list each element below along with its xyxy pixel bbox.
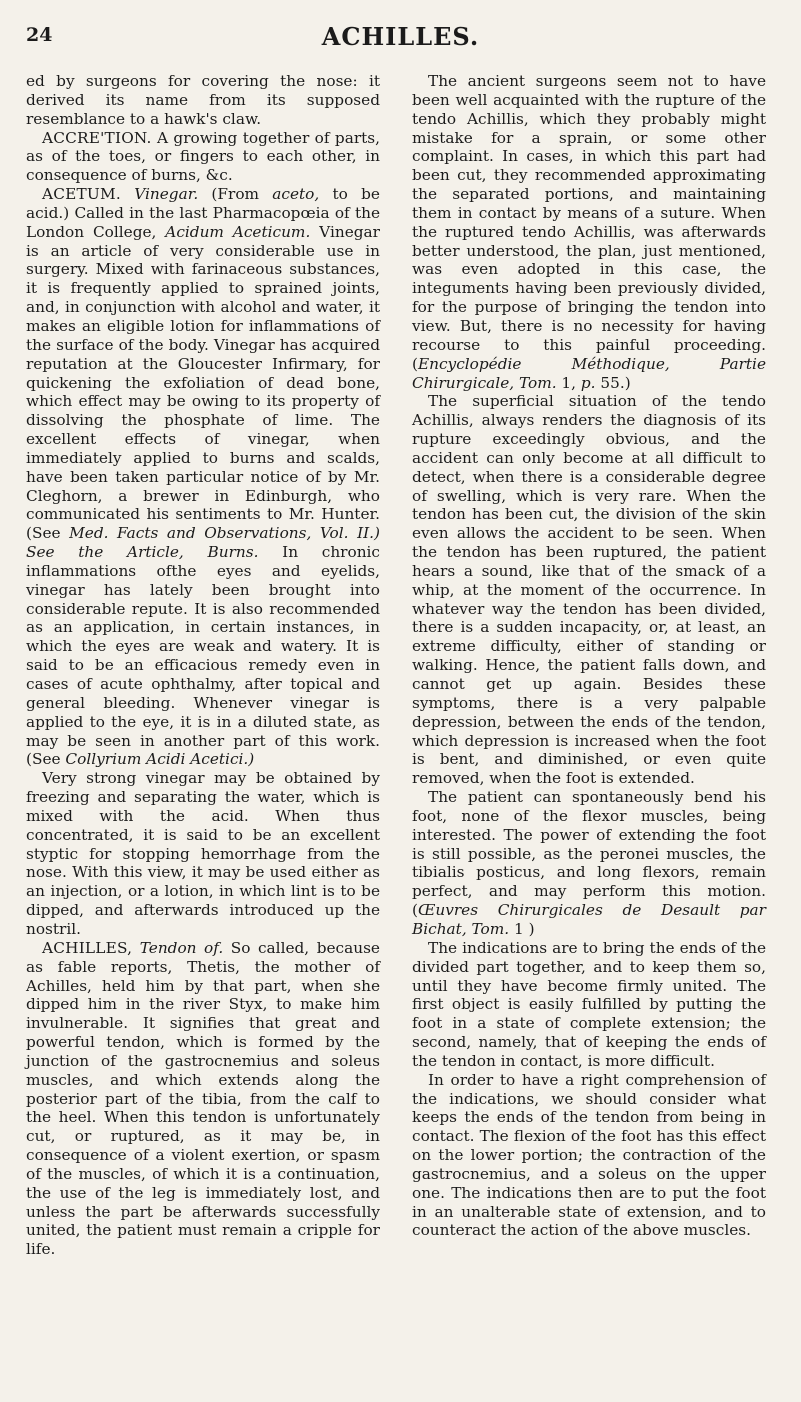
left-column — [26, 72, 380, 1259]
page-number: 24 — [26, 24, 53, 46]
entry-acetum: ACETUM. Vinegar. (From aceto, to be acid.) Called in the last Pharmacopœia of the London College, Acidum Aceticum. Vinegar is an article of very considerable use in surgery. Mixed with farinaceous substances, it is frequently applied to sprained joints, and, in conjunction with alcohol and water, it makes an eligible lotion for inflammations of the surface of the body. Vinegar has acquired reputation at the Gloucester Infirmary, for quickening the exfoliation of dead bone, which effect may be owing to its property of dissolving the phosphate of lime. The excellent effects of vinegar, when immediately applied to burns and scalds, have been taken particular notice of by Mr. Cleghorn, a brewer in Edinburgh, who communicated his sentiments to Mr. Hunter. (See Med. Facts and Observations, Vol. II.) See the Article, Burns. In chronic inflammations ofthe eyes and eyelids, vinegar has lately been brought into considerable repute. It is also recommended as an application, in certain instances, in which the eyes are weak and watery. It is said to be an efficacious remedy even in cases of acute ophthalmy, after topical and general bleeding. Whenever vinegar is applied to the eye, it is in a diluted state, as may be seen in another part of this work. (See Collyrium Acidi Acetici.) — [26, 185, 381, 769]
paragraph-spontaneous-bend: The patient can spontaneously bend his foot, none of the flexor muscles, being interested. The power of extending the foot is still possible, as the peronei muscles, the tibialis posticus, and long flexors, remain perfect, and may perform this motion. (Œuvres Chirurgicales de Desault par Bichat, Tom. 1 ) — [412, 788, 766, 938]
paragraph-ancient-surgeons: The ancient surgeons seem not to have been well acquainted with the rupture of the tendo Achillis, which they probably might mistake for a sprain, or some other complaint. In cases, in which this part had been cut, they recommended approximating the separated portions, and maintaining them in contact by means of a suture. When the ruptured tendo Achillis, was afterwards better understood, the plan, just mentioned, was even adopted in this case, the integuments having been previously divided, for the purpose of bringing the tendon into view. But, there is no necessity for having recourse to this painful proceeding. (Encyclopédie Méthodique, Partie Chirurgicale, Tom. 1, p. 55.) — [412, 72, 766, 392]
entry-term-achilles: ACHILLES, — [42, 938, 133, 957]
paragraph-comprehension: In order to have a right comprehension of the indications, we should consider what keeps the ends of the tendon from being in contact. The flexion of the foot has this effect on the lower portion; the contraction of the gastrocnemius, and a soleus on the upper one. The indications then are to put the foot in an unalterable state of extension, and to counteract the action of the above muscles. — [412, 1070, 766, 1240]
entry-term-accretion: ACCRE'TION. — [42, 128, 152, 147]
entry-accretion: ACCRE'TION. A growing together of parts, as of the toes, or fingers to each other, in consequence of burns, &c. — [26, 128, 380, 185]
paragraph-nose-continuation: ed by surgeons for covering the nose: it derived its name from its supposed resemblance to a hawk's claw. — [26, 72, 380, 128]
paragraph-superficial-situation: The superficial situation of the tendo Achillis, always renders the diagnosis of its rupture exceedingly obvious, and the accident can only become at all difficult to detect, when there is a considerable degree of swelling, which is very rare. When the tendon has been cut, the division of the skin even allows the accident to be seen. When the tendon has been ruptured, the patient hears a sound, like that of the smack of a whip, at the moment of the occurrence. In whatever way the tendon has been divided, there is a sudden incapacity, or, at least, an extreme difficulty, either of standing or walking. Hence, the patient falls down, and cannot get up again. Besides these symptoms, there is a very palpable depression, between the ends of the tendon, which depression is increased when the foot is bent, and diminished, or even quite removed, when the foot is extended. — [412, 392, 766, 788]
paragraph-strong-vinegar: Very strong vinegar may be obtained by freezing and separating the water, which is mixed with the acid. When thus concentrated, it is said to be an excellent styptic for stopping hemorrhage from the nose. With this view, it may be used either as an injection, or a lotion, in which lint is to be dipped, and afterwards introduced up the nostril. — [26, 769, 380, 938]
right-column — [412, 72, 766, 1240]
paragraph-indications: The indications are to bring the ends of the divided part together, and to keep them so, until they have become firmly united. The first object is easily fulfilled by putting the foot in a state of complete extension; the second, namely, that of keeping the ends of the tendon in contact, is more difficult. — [412, 938, 766, 1070]
entry-term-acetum: ACETUM. — [42, 185, 121, 204]
running-title: ACHILLES. — [321, 22, 480, 51]
entry-achilles: ACHILLES, Tendon of. So called, because as fable reports, Thetis, the mother of Achilles, held him by that part, when she dipped him in the river Styx, to make him invulnerable. It signifies that great and powerful tendon, which is formed by the junction of the gastrocnemius and soleus muscles, and which extends along the posterior part of the tibia, from the calf to the heel. When this tendon is unfortunately cut, or ruptured, as it may be, in consequence of a violent exertion, or spasm of the muscles, of which it is a continuation, the use of the leg is immediately lost, and unless the part be afterwards successfully united, the patient must remain a cripple for life. — [26, 938, 380, 1259]
page-header — [26, 22, 775, 56]
